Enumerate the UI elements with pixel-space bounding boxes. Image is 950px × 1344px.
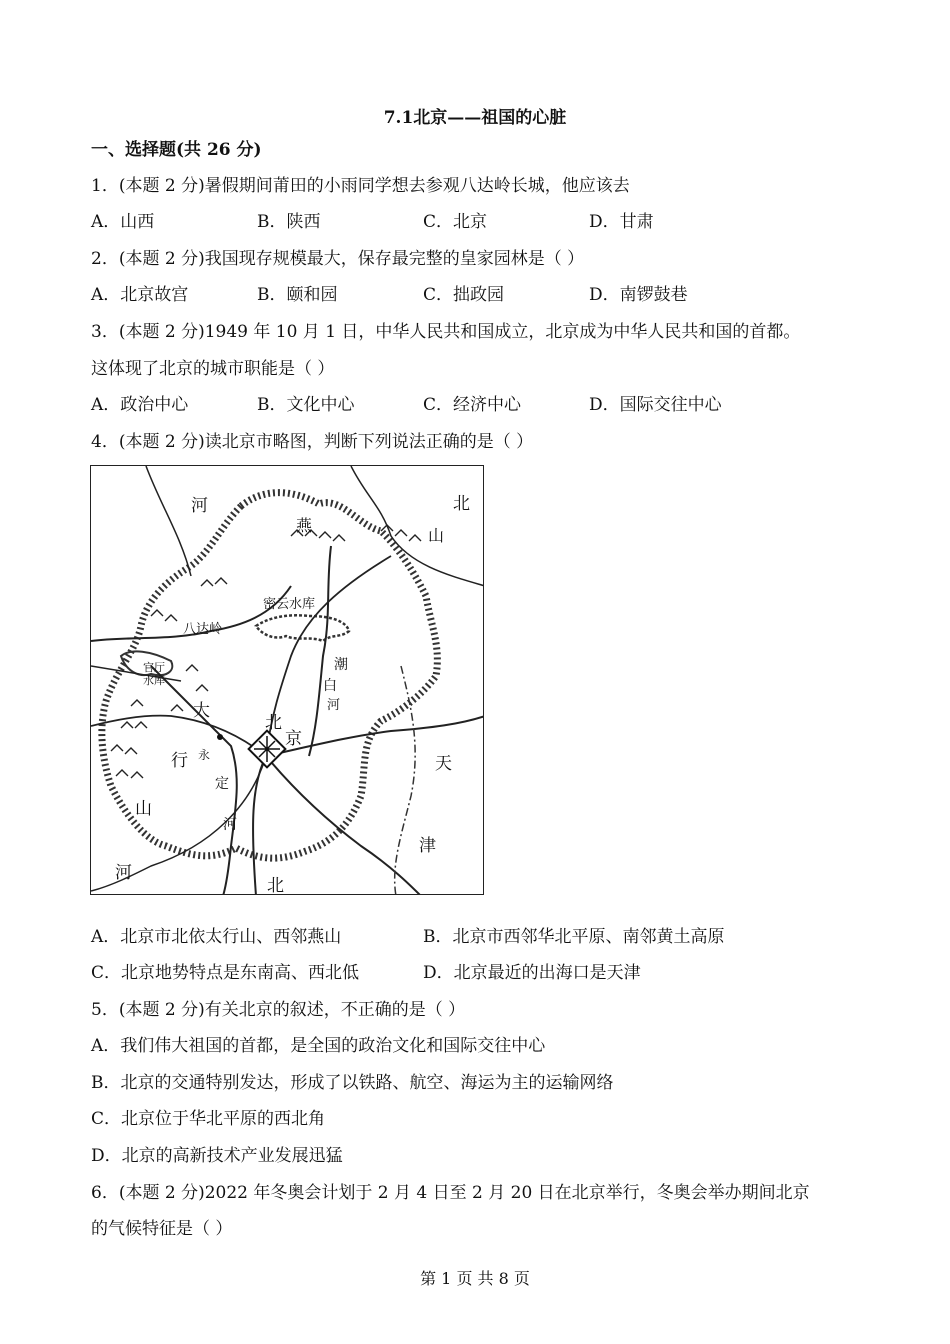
question-3-stem-line1: 3．(本题 2 分)1949 年 10 月 1 日，中华人民共和国成立，北京成为中华人民共和国的首都。 [91,322,801,342]
q4-option-a[interactable]: A．北京市北依太行山、西邻燕山 [91,927,342,947]
map-label-yong: 永 [198,748,211,762]
beijing-sketch-map [90,465,484,895]
page-footer: 第 1 页 共 8 页 [420,1269,530,1288]
map-label-he-sw: 河 [115,863,132,883]
q2-option-c[interactable]: C．拙政园 [423,285,505,305]
q5-option-d[interactable]: D．北京的高新技术产业发展迅猛 [91,1146,343,1166]
chaobai-river [309,546,331,756]
map-label-he-nw: 河 [191,496,208,516]
q3-option-c[interactable]: C．经济中心 [423,395,522,415]
map-label-jin: 津 [419,836,436,856]
map-label-he-yongding: 河 [223,817,237,833]
q4-option-c[interactable]: C．北京地势特点是东南高、西北低 [91,963,360,983]
map-label-bei-ne: 北 [453,494,470,514]
q5-option-b[interactable]: B．北京的交通特别发达，形成了以铁路、航空、海运为主的运输网络 [91,1073,614,1093]
q4-option-d[interactable]: D．北京最近的出海口是天津 [423,963,641,983]
map-drawing [91,466,484,895]
question-6-stem-line2: 的气候特征是（ ） [91,1219,233,1239]
q2-option-b[interactable]: B．颐和园 [257,285,338,305]
q2-option-d[interactable]: D．南锣鼓巷 [589,285,688,305]
map-label-xing: 行 [171,751,188,771]
map-label-he-chaobai: 河 [327,698,341,713]
question-3-stem-line2: 这体现了北京的城市职能是（ ） [91,359,335,379]
map-label-beijing-2: 京 [285,729,302,749]
map-label-bai: 白 [323,678,337,694]
q5-option-c[interactable]: C．北京位于华北平原的西北角 [91,1109,326,1129]
page-title: 7.1北京——祖国的心脏 [383,108,567,128]
q1-option-b[interactable]: B．陕西 [257,212,321,232]
map-label-da: 大 [193,701,210,721]
q4-option-b[interactable]: B．北京市西邻华北平原、南邻黄土高原 [423,927,725,947]
q3-option-d[interactable]: D．国际交往中心 [589,395,722,415]
q1-option-a[interactable]: A．山西 [91,212,155,232]
miyun-reservoir [256,615,349,641]
q5-option-a[interactable]: A．我们伟大祖国的首都，是全国的政治文化和国际交往中心 [91,1036,546,1056]
map-label-miyun: 密云水库 [263,597,316,612]
map-label-badaling: 八达岭 [183,622,223,637]
q1-option-c[interactable]: C．北京 [423,212,488,232]
map-label-beijing-1: 北 [265,713,282,733]
q2-option-a[interactable]: A．北京故宫 [91,285,189,305]
question-2-stem: 2．(本题 2 分)我国现存规模最大，保存最完整的皇家园林是（ ） [91,249,585,269]
map-label-ding: 定 [215,776,229,792]
map-label-chao: 潮 [334,657,348,673]
question-6-stem-line1: 6．(本题 2 分)2022 年冬奥会计划于 2 月 4 日至 2 月 20 日在北京举行，冬奥会举办期间北京 [91,1183,810,1203]
map-label-yan: 燕 [296,516,313,535]
section-heading: 一、选择题(共 26 分) [91,140,262,160]
q3-option-a[interactable]: A．政治中心 [91,395,189,415]
question-4-stem: 4．(本题 2 分)读北京市略图，判断下列说法正确的是（ ） [91,432,534,452]
map-label-shan-n: 山 [428,526,445,545]
question-1-stem: 1．(本题 2 分)暑假期间莆田的小雨同学想去参观八达岭长城，他应该去 [91,176,630,196]
map-label-bei-s: 北 [267,876,284,896]
q1-option-d[interactable]: D．甘肃 [589,212,654,232]
map-label-guanting-1: 官厅 [143,661,165,674]
q3-option-b[interactable]: B．文化中心 [257,395,355,415]
map-label-shan-w: 山 [135,799,152,819]
question-5-stem: 5．(本题 2 分)有关北京的叙述，不正确的是（ ） [91,1000,466,1020]
map-label-guanting-2: 水库 [143,674,165,687]
province-boundary [395,666,415,895]
map-label-tian: 天 [435,754,452,774]
beijing-city-symbol [249,731,286,768]
